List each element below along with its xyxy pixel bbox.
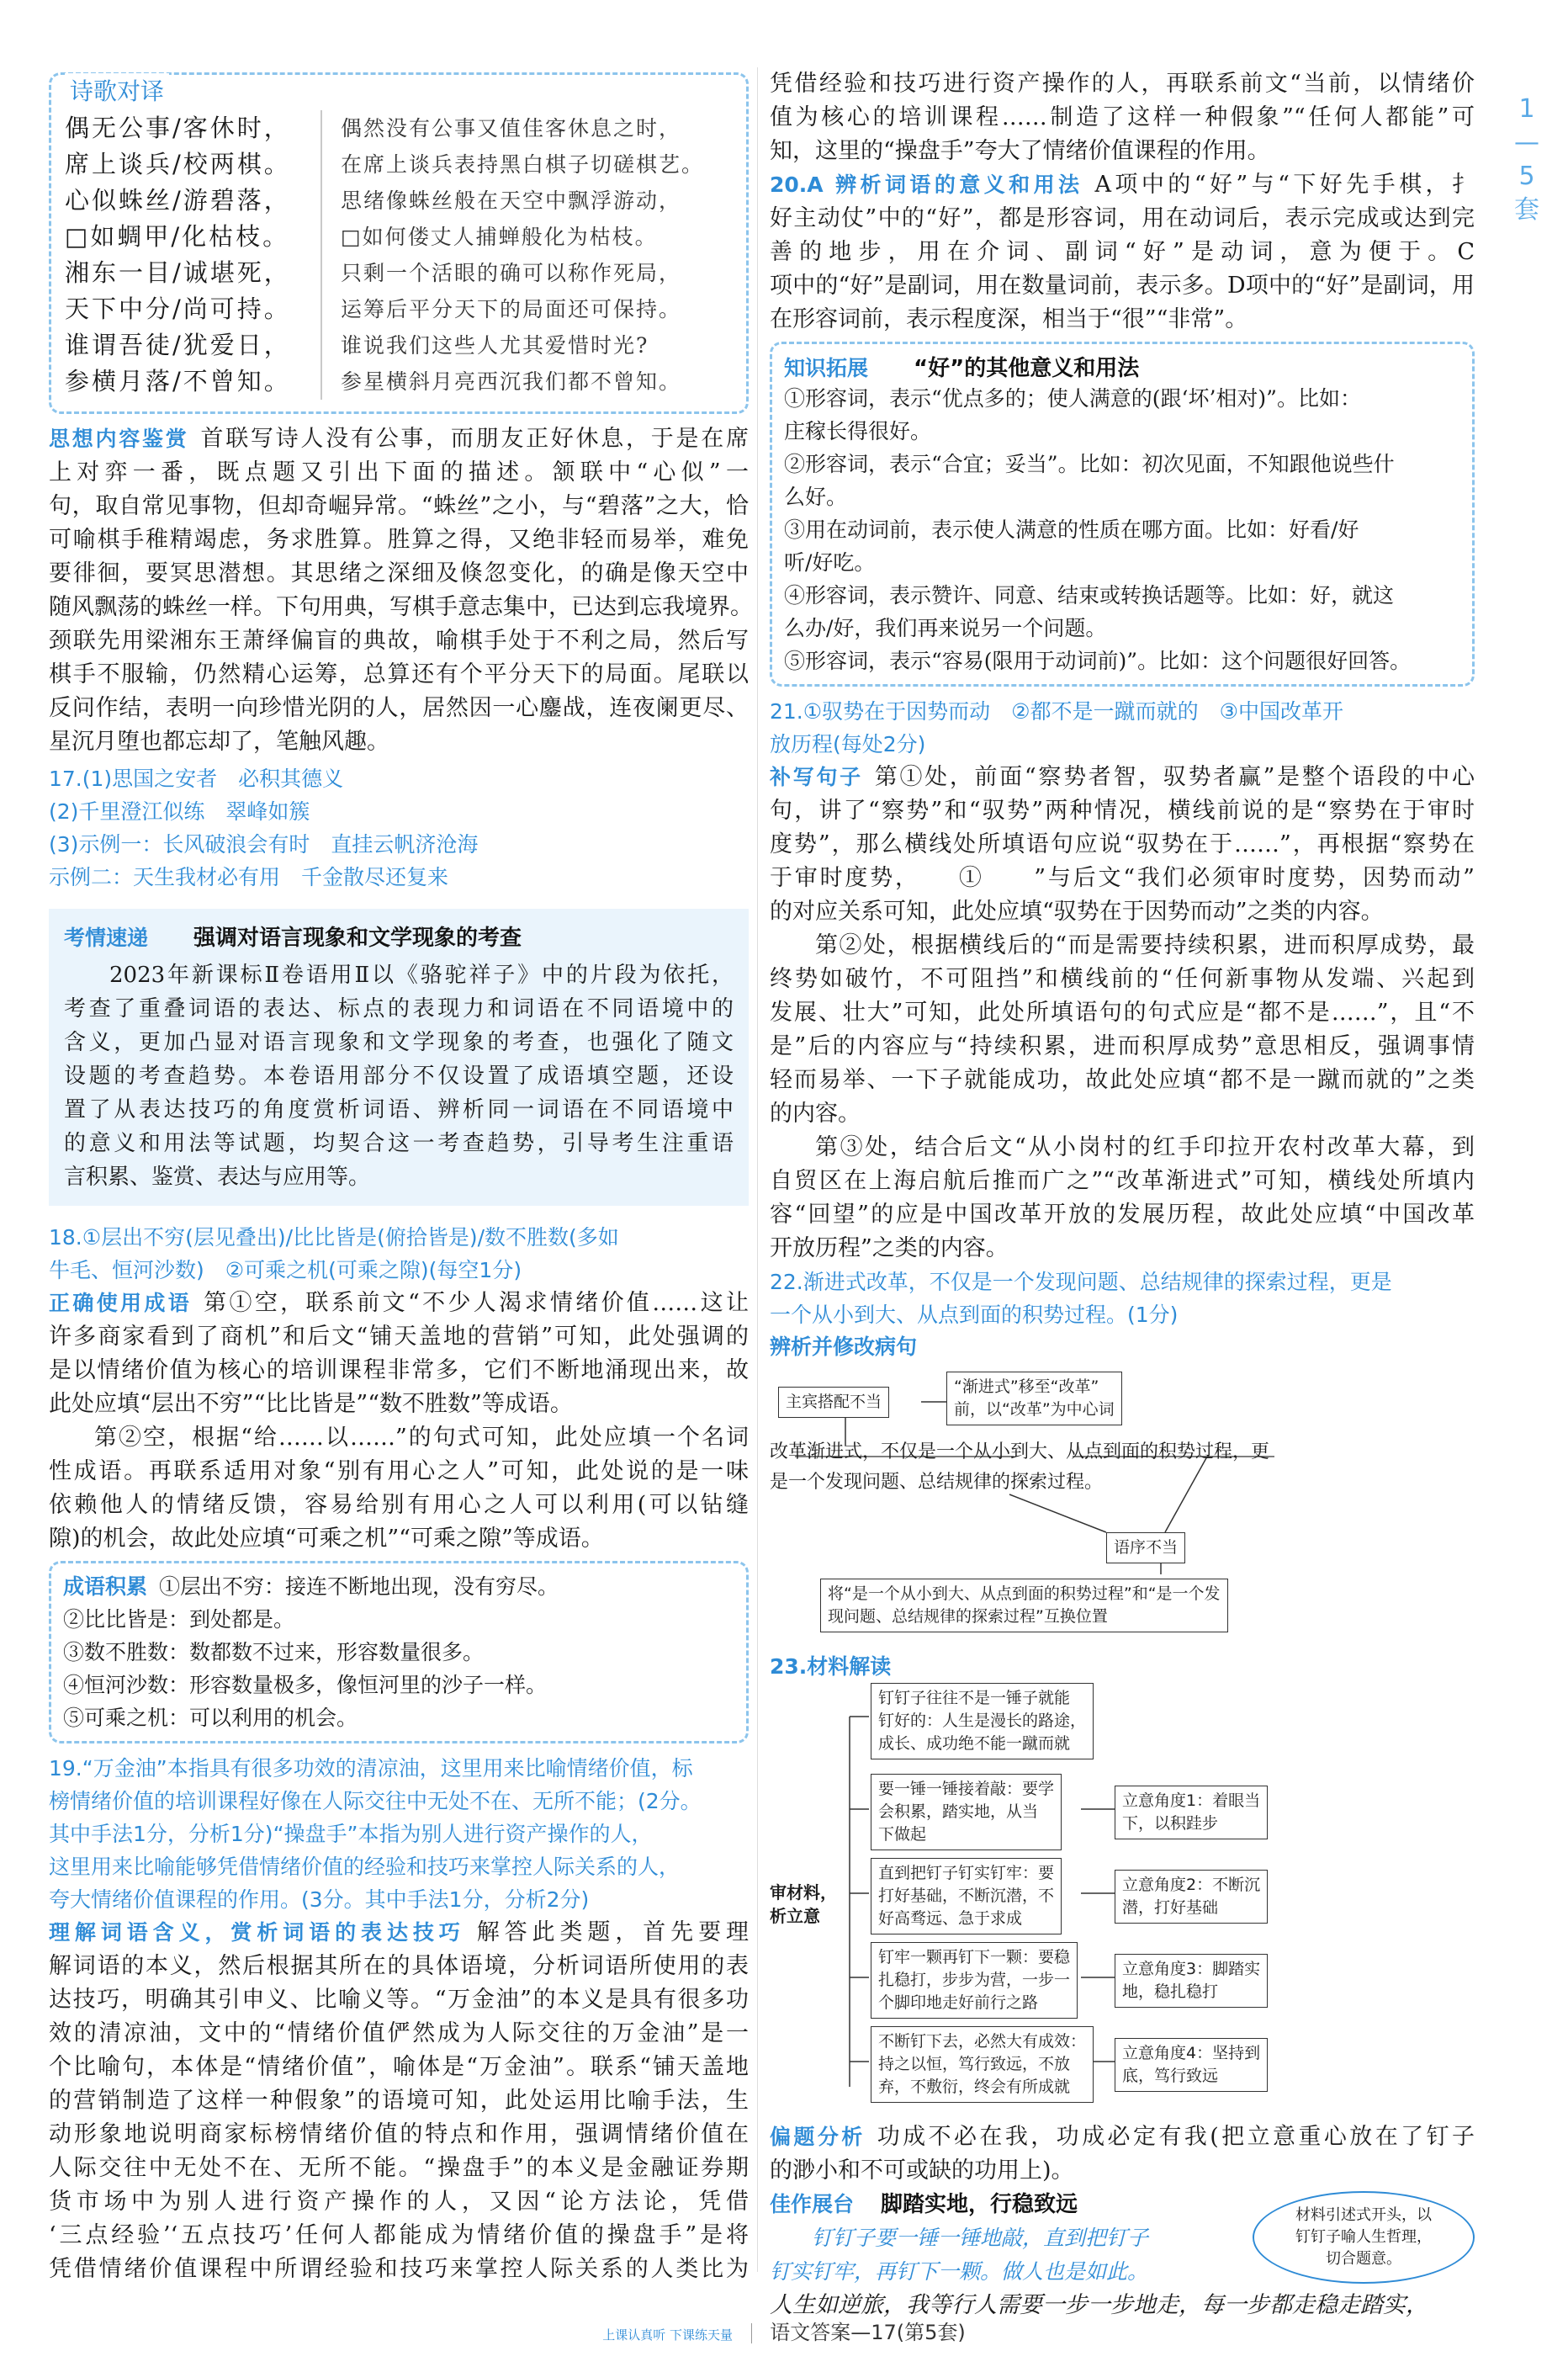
text-line: 善的地步，用在介词、副词“好”是动词，意为便于。C bbox=[770, 239, 1475, 265]
material-line: 持之以恒，笃行致远，不放 bbox=[878, 2055, 1071, 2073]
q22-tag: 辨析并修改病句 bbox=[770, 1335, 918, 1359]
text-line: 反问作结，表明一向珍惜光阴的人，居然因一心鏖战，连夜阑更尽、 bbox=[49, 695, 749, 721]
answer-line: 其中手法1分，分析1分)“操盘手”本指为别人进行资产操作的人， bbox=[49, 1822, 653, 1846]
answer-line: 17.(1)思国之安者 必积其德义 bbox=[49, 767, 344, 791]
text-line: 考查了重叠词语的表达、标点的表现力和词语在不同语境中的 bbox=[64, 996, 734, 1022]
knowledge-tag: 知识拓展 bbox=[784, 356, 869, 380]
bias-section bbox=[770, 2120, 1475, 2188]
text-line: 句，讲了“察势”和“驭势”两种情况，横线前说的是“察势在于审时 bbox=[770, 798, 1475, 824]
translation-line: 参星横斜月亮西沉我们都不曾知。 bbox=[341, 369, 682, 394]
bubble-line: 切合题意。 bbox=[1326, 2250, 1401, 2268]
text-line: 发展、壮大”可知，此处所填语句的句式应是“都不是……”，且“不 bbox=[770, 1000, 1475, 1026]
material-label-line: 审材料， bbox=[770, 1882, 837, 1903]
angle-line: 立意角度1：着眼当 bbox=[1122, 1791, 1261, 1810]
text-line: 开放历程”之类的内容。 bbox=[770, 1235, 1009, 1261]
material-label-line: 析立意 bbox=[770, 1906, 820, 1926]
text-line: 动形象地说明商家标榜情绪价值的特点和作用，强调情绪价值在 bbox=[49, 2121, 749, 2147]
text-line: 么办/好，我们再来说另一个问题。 bbox=[784, 616, 1107, 640]
text-line: 好主动仗”中的“好”，都是形容词，用在动词后，表示完成或达到完 bbox=[770, 205, 1475, 231]
angle-box bbox=[1115, 2038, 1268, 2092]
set-tab-char: 5 bbox=[1518, 162, 1535, 191]
poem-translation-box bbox=[49, 72, 749, 414]
text-line: 许多商家看到了商机”和后文“铺天盖地的营销”可知，此处强调的 bbox=[49, 1324, 749, 1350]
text-line: ④形容词，表示赞许、同意、结束或转换话题等。比如：好，就这 bbox=[784, 583, 1395, 608]
left-column bbox=[49, 67, 753, 2286]
q20-tag: 辨析词语的意义和用法 bbox=[831, 172, 1083, 197]
translation-line: □如何偻丈人捕蝉般化为枯枝。 bbox=[341, 225, 658, 249]
material-line: 不断钉下去，必然大有成效： bbox=[878, 2032, 1087, 2051]
q17-answer bbox=[49, 762, 749, 894]
material-line: 下做起 bbox=[878, 1825, 927, 1844]
idiom-tag: 成语积累 bbox=[63, 1574, 148, 1599]
material-point-box bbox=[871, 2026, 1094, 2103]
text-line: 达技巧，明确其引申义、比喻义等。“万金油”的本义是具有很多功 bbox=[49, 1987, 749, 2013]
text-line: 庄稼长得很好。 bbox=[784, 419, 932, 443]
text-line: 解答此类题，首先要理 bbox=[476, 1919, 749, 1945]
footer-page-label: 语文答案—17(第5套) bbox=[770, 2321, 966, 2344]
text-line: 随风飘荡的蛛丝一样。下句用典，写棋手意志集中，已达到忘我境界。 bbox=[49, 594, 753, 620]
q23-section bbox=[770, 1651, 1475, 2120]
translation-line: 思绪像蛛丝般在天空中飘浮游动， bbox=[341, 188, 682, 213]
text-line: 可喻棋手稚精竭虑，务求胜算。胜算之得，又绝非轻而易举，难免 bbox=[49, 527, 749, 553]
angle-box bbox=[1115, 1870, 1268, 1924]
quote-line: 钉实钉牢，再钉下一颗。做人也是如此。 bbox=[770, 2259, 1149, 2284]
text-line: 于审时度势， ① ”与后文“我们必须审时度势，因势而动” bbox=[770, 865, 1475, 891]
idiom-box bbox=[49, 1561, 749, 1743]
answer-line: 21.①驭势在于因势而动 ②都不是一蹴而就的 ③中国改革开 bbox=[770, 699, 1343, 724]
text-line: 是以情绪价值为核心的培训课程非常多，它们不断地涌现出来，故 bbox=[49, 1357, 749, 1383]
text-line: ②形容词，表示“合宜；妥当”。比如：初次见面，不知跟他说些什 bbox=[784, 452, 1395, 476]
diagram-line: 现问题、总结规律的探索过程”互换位置 bbox=[828, 1607, 1108, 1626]
diagram-sentence-line: 是一个发现问题、总结规律的探索过程。 bbox=[770, 1472, 1104, 1493]
q18-section bbox=[49, 1221, 749, 1556]
text-line: 么好。 bbox=[784, 485, 848, 509]
knowledge-box bbox=[770, 342, 1475, 687]
text-line: 凭借情绪价值课程中所谓经验和技巧来掌控人际关系的人类比为 bbox=[49, 2256, 749, 2282]
text-line: 棋手不服输，仍然精心运筹，总算还有个平分天下的局面。尾联以 bbox=[49, 661, 749, 687]
showcase-tag: 佳作展台 bbox=[770, 2192, 855, 2216]
text-line: 第①处，前面“察势者智，驭势者赢”是整个语段的中心 bbox=[874, 764, 1475, 790]
text-line: A项中的“好”与“下好先手棋，扌 bbox=[1094, 172, 1475, 198]
angle-line: 潜，打好基础 bbox=[1122, 1898, 1219, 1917]
text-line: 的营销制造了这样一种假象”的语境可知，此处运用比喻手法，生 bbox=[49, 2088, 749, 2114]
poem-table bbox=[65, 110, 733, 400]
poem-line: 谁谓吾徒/犹爱日， bbox=[65, 331, 291, 359]
angle-line: 下，以积跬步 bbox=[1122, 1814, 1219, 1833]
text-line: 性成语。再联系适用对象“别有用心之人”可知，此处说的是一味 bbox=[49, 1458, 749, 1484]
footer-logo: 上课认真听 下课练天量 bbox=[602, 2327, 733, 2343]
material-center-label bbox=[770, 1881, 837, 1928]
angle-box bbox=[1115, 1786, 1268, 1839]
diagram-box-order: 语序不当 bbox=[1106, 1532, 1185, 1563]
translation-line: 只剩一个活眼的确可以称作死局， bbox=[341, 261, 682, 285]
text-line: ②比比皆是：到处都是。 bbox=[63, 1607, 295, 1632]
text-line: 自贸区在上海启航后推而广之”“改革渐进式”可知，横线处所填内 bbox=[770, 1168, 1475, 1194]
text-line: 解词语的本义，然后根据其所在的具体语境，分析词语所使用的表 bbox=[49, 1953, 749, 1979]
text-line: 效的清凉油，文中的“情绪价值俨然成为人际交往的万金油”是一 bbox=[49, 2020, 749, 2046]
text-line: 隙)的机会，故此处应填“可乘之机”“可乘之隙”等成语。 bbox=[49, 1526, 604, 1552]
poem-line: 偶无公事/客休时， bbox=[65, 114, 291, 142]
translation-line: 运筹后平分天下的局面还可保持。 bbox=[341, 297, 682, 321]
q22-section bbox=[770, 1266, 1475, 1646]
material-line: 会积累，踏实地，从当 bbox=[878, 1802, 1039, 1821]
text-line: 的内容。 bbox=[770, 1101, 861, 1127]
text-line: ③数不胜数：数都数不过来，形容数量很多。 bbox=[63, 1640, 485, 1664]
angle-line: 立意角度4：坚持到 bbox=[1122, 2044, 1261, 2062]
comment-bubble bbox=[1253, 2191, 1475, 2284]
sentence-diagram bbox=[770, 1368, 1475, 1646]
text-line: 2023年新课标Ⅱ卷语用Ⅱ以《骆驼祥子》中的片段为依托， bbox=[109, 963, 734, 988]
set-tab-char: 套 bbox=[1514, 195, 1539, 225]
q19-section bbox=[49, 1752, 749, 2286]
q19-tag: 理解词语含义，赏析词语的表达技巧 bbox=[49, 1920, 465, 1945]
text-line: 上对弈一番，既点题又引出下面的描述。颔联中“心似”一 bbox=[49, 459, 749, 486]
answer-line: 牛毛、恒河沙数) ②可乘之机(可乘之隙)(每空1分) bbox=[49, 1258, 522, 1282]
answer-line: 这里用来比喻能够凭借情绪价值的经验和技巧来掌控人际关系的人， bbox=[49, 1855, 681, 1879]
q18-tag: 正确使用成语 bbox=[49, 1291, 193, 1315]
answer-line: 22.渐进式改革，不仅是一个发现问题、总结规律的探索过程，更是 bbox=[770, 1270, 1392, 1294]
text-line: 含义，更加凸显对语言现象和文学现象的考查，也强化了随文 bbox=[64, 1030, 734, 1055]
text-line: 星沉月堕也都忘却了，笔触风趣。 bbox=[49, 729, 389, 755]
text-line: 第③处，结合后文“从小岗村的红手印拉开农村改革大幕，到 bbox=[815, 1134, 1475, 1160]
material-line: 弃，不敷衍，终会有所成就 bbox=[878, 2078, 1071, 2096]
answer-line: 18.①层出不穷(层见叠出)/比比皆是(俯拾皆是)/数不胜数(多如 bbox=[49, 1225, 619, 1250]
text-line: 的意义和用法等试题，均契合这一考查趋势，引导考生注重语 bbox=[64, 1131, 734, 1156]
poem-translation bbox=[322, 110, 733, 400]
material-line: 要一锤一锤接着敲：要学 bbox=[878, 1780, 1055, 1798]
text-line: ‘三点经验’‘五点技巧’任何人都能成为情绪价值的操盘手”是将 bbox=[49, 2222, 749, 2248]
diagram-line: 前，以“改革”为中心词 bbox=[954, 1400, 1115, 1419]
appreciation-tag: 思想内容鉴赏 bbox=[49, 427, 189, 451]
text-line: 此处应填“层出不穷”“比比皆是”“数不胜数”等成语。 bbox=[49, 1391, 573, 1417]
text-line: 的渺小和不可或缺的功用上)。 bbox=[770, 2157, 1074, 2184]
text-line: 知，这里的“操盘手”夸大了情绪价值课程的作用。 bbox=[770, 138, 1270, 164]
poem-line: □如蜩甲/化枯枝。 bbox=[65, 222, 290, 251]
set-tab-char: — bbox=[1514, 128, 1539, 157]
text-line: 言积累、鉴赏、表达与应用等。 bbox=[64, 1165, 371, 1190]
angle-line: 地，稳扎稳打 bbox=[1122, 1982, 1219, 2001]
q23-head: 23.材料解读 bbox=[770, 1654, 892, 1679]
text-line: 度势”，那么横线处所填语句应说“驭势在于……”，再根据“察势在 bbox=[770, 831, 1475, 857]
text-line: 依赖他人的情绪反馈，容易给别有用心之人可以利用(可以钻缝 bbox=[49, 1492, 749, 1518]
diagram-sentence-line: 改革渐进式，不仅是一个从小到大、从点到面的积势过程，更 bbox=[770, 1441, 1270, 1462]
q20-head: 20.A bbox=[770, 172, 824, 197]
angle-line: 立意角度3：脚踏实 bbox=[1122, 1960, 1261, 1978]
diagram-line: “渐进式”移至“改革” bbox=[954, 1377, 1099, 1396]
q20-section bbox=[770, 168, 1475, 337]
material-line: 钉牢一颗再钉下一颗：要稳 bbox=[878, 1948, 1071, 1966]
text-line: 置了从表达技巧的角度赏析词语、辨析同一词语在不同语境中 bbox=[64, 1097, 734, 1122]
text-line: ③用在动词前，表示使人满意的性质在哪方面。比如：好看/好 bbox=[784, 517, 1359, 542]
material-line: 钉钉子往往不是一锤子就能 bbox=[878, 1689, 1071, 1707]
text-line: 在形容词前，表示程度深，相当于“很”“非常”。 bbox=[770, 306, 1248, 332]
set-tab bbox=[1497, 93, 1556, 227]
text-line: 人际交往中无处不在、无所不能。“操盘手”的本义是金融证券期 bbox=[49, 2155, 749, 2181]
angle-line: 底，笃行致远 bbox=[1122, 2067, 1219, 2085]
material-diagram bbox=[770, 1683, 1475, 2120]
material-line: 扎稳打，步步为营，一步一 bbox=[878, 1971, 1071, 1989]
set-tab-char: 1 bbox=[1518, 94, 1535, 124]
answer-line: (2)千里澄江似练 翠峰如簇 bbox=[49, 799, 310, 824]
material-line: 个脚印地走好前行之路 bbox=[878, 1993, 1039, 2012]
text-line: 第②空，根据“给……以……”的句式可知，此处应填一个名词 bbox=[94, 1425, 749, 1451]
material-top-box bbox=[871, 1683, 1094, 1759]
text-line: ⑤可乘之机：可以利用的机会。 bbox=[63, 1706, 358, 1730]
text-line: 设题的考查趋势。本卷语用部分不仅设置了成语填空题，还设 bbox=[64, 1064, 734, 1089]
exam-trend-tag: 考情速递 bbox=[64, 926, 149, 950]
q21-tag: 补写句子 bbox=[770, 765, 863, 789]
poem-line: 天下中分/尚可持。 bbox=[65, 295, 291, 323]
material-point-box bbox=[871, 1942, 1078, 2019]
appreciation-section bbox=[49, 422, 753, 759]
text-line: 句，取自常见事物，但却奇崛异常。“蛛丝”之小，与“碧落”之大，恰 bbox=[49, 493, 749, 519]
exam-trend-box bbox=[49, 909, 749, 1206]
bubble-line: 钉钉子喻人生哲理， bbox=[1295, 2228, 1432, 2246]
bias-tag: 偏题分析 bbox=[770, 2125, 866, 2149]
text-line: 第①空，联系前文“不少人渴求情绪价值……这让 bbox=[204, 1290, 749, 1316]
text-line: 要徘徊，要冥思潜想。其思绪之深细及倏忽变化，的确是像天空中 bbox=[49, 560, 749, 586]
material-line: 好高骛远、急于求成 bbox=[878, 1909, 1023, 1928]
answer-line: 示例二：天生我材必有用 千金散尽还复来 bbox=[49, 865, 449, 889]
text-line: 是”后的内容应与“持续积累，进而积厚成势”意思相反，强调事情 bbox=[770, 1033, 1475, 1059]
footer-divider bbox=[751, 2323, 752, 2343]
diagram-box-swap bbox=[820, 1579, 1228, 1632]
text-line: ①形容词，表示“优点多的；使人满意的(跟‘坏’相对)”。比如： bbox=[784, 386, 1361, 411]
translation-line: 谁说我们这些人尤其爱惜时光? bbox=[341, 333, 649, 358]
text-line: 功成不必在我，功成必定有我(把立意重心放在了钉子 bbox=[877, 2124, 1475, 2150]
text-line: 听/好吃。 bbox=[784, 550, 876, 575]
poem-line: 湘东一目/诚堪死， bbox=[65, 258, 291, 287]
answer-line: (3)示例一：长风破浪会有时 直挂云帆济沧海 bbox=[49, 832, 479, 857]
material-point-box bbox=[871, 1774, 1062, 1850]
poem-section-title: 诗歌对译 bbox=[65, 73, 169, 107]
diagram-sentence bbox=[770, 1437, 1269, 1498]
text-line: 首联写诗人没有公事，而朋友正好休息，于是在席 bbox=[200, 426, 749, 452]
material-line: 直到把钉子钉实钉牢：要 bbox=[878, 1864, 1055, 1882]
text-line: 凭借经验和技巧进行资产操作的人，再联系前文“当前，以情绪价 bbox=[770, 71, 1475, 97]
text-line: 容“回望”的应是中国改革开放的发展历程，故此处应填“中国改革 bbox=[770, 1202, 1475, 1228]
material-line: 成长、成功绝不能一蹴而就 bbox=[878, 1734, 1071, 1753]
right-column bbox=[770, 67, 1475, 2322]
exam-trend-title: 强调对语言现象和文学现象的考查 bbox=[193, 926, 522, 951]
answer-line: 榜情绪价值的培训课程好像在人际交往中无处不在、无所不能；(2分。 bbox=[49, 1789, 702, 1813]
text-line: ①层出不穷：接连不断地出现，没有穷尽。 bbox=[159, 1574, 559, 1599]
text-line: 的对应关系可知，此处应填“驭势在于因势而动”之类的内容。 bbox=[770, 899, 1384, 925]
answer-line: 放历程(每处2分) bbox=[770, 732, 926, 756]
bubble-line: 材料引述式开头，以 bbox=[1295, 2206, 1432, 2224]
quote-line: 钉钉子要一锤一锤地敲，直到把钉子 bbox=[812, 2226, 1149, 2250]
text-line: 轻而易举、一下子就能成功，故此处应填“都不是一蹴而就的”之类 bbox=[770, 1067, 1475, 1093]
page-footer bbox=[0, 2316, 1568, 2345]
diagram-line: 将“是一个从小到大、从点到面的积势过程”和“是一个发 bbox=[828, 1584, 1221, 1603]
text-line: ④恒河沙数：形容数量极多，像恒河里的沙子一样。 bbox=[63, 1673, 548, 1697]
knowledge-title: “好”的其他意义和用法 bbox=[914, 356, 1140, 381]
material-line: 打好基础，不断沉潜，不 bbox=[878, 1887, 1055, 1905]
angle-line: 立意角度2：不断沉 bbox=[1122, 1876, 1261, 1894]
showcase-title: 脚踏实地，行稳致远 bbox=[881, 2192, 1078, 2217]
poem-line: 席上谈兵/校两棋。 bbox=[65, 150, 291, 178]
material-point-box bbox=[871, 1858, 1062, 1934]
column-divider bbox=[757, 67, 758, 2272]
text-line: 个比喻句，本体是“情绪价值”，喻体是“万金油”。联系“铺天盖地 bbox=[49, 2054, 749, 2080]
answer-line: 夸大情绪价值课程的作用。(3分。其中手法1分，分析2分) bbox=[49, 1887, 590, 1912]
text-line: 人生如逆旅，我等行人需要一步一步地走，每一步都走稳走踏实， bbox=[770, 2292, 1428, 2318]
showcase-section bbox=[770, 2188, 1475, 2322]
poem-original bbox=[65, 110, 322, 400]
diagram-box-fix-text bbox=[946, 1372, 1122, 1425]
text-line: 值为核心的培训课程……制造了这样一种假象”“任何人都能”可 bbox=[770, 104, 1475, 130]
answer-line: 19.“万金油”本指具有很多功效的清凉油，这里用来比喻情绪价值，标 bbox=[49, 1756, 693, 1781]
text-line: ⑤形容词，表示“容易(限用于动词前)”。比如：这个问题很好回答。 bbox=[784, 649, 1412, 673]
translation-line: 在席上谈兵表持黑白棋子切磋棋艺。 bbox=[341, 152, 705, 177]
material-line: 钉好的：人生是漫长的路途， bbox=[878, 1712, 1087, 1730]
text-line: 第②处，根据横线后的“而是需要持续积累，进而积厚成势，最 bbox=[815, 932, 1475, 958]
poem-line: 参横月落/不曾知。 bbox=[65, 367, 291, 395]
text-line: 终势如破竹，不可阻挡”和横线前的“任何新事物从发端、兴起到 bbox=[770, 966, 1475, 992]
text-line: 货市场中为别人进行资产操作的人，又因“论方法论，凭借 bbox=[49, 2189, 749, 2215]
text-line: 颈联先用梁湘东王萧绎偏盲的典故，喻棋手处于不利之局，然后写 bbox=[49, 628, 749, 654]
diagram-box-subject: 主宾搭配不当 bbox=[778, 1387, 889, 1418]
poem-line: 心似蛛丝/游碧落， bbox=[65, 186, 291, 215]
answer-line: 一个从小到大、从点到面的积势过程。(1分) bbox=[770, 1303, 1179, 1327]
angle-box bbox=[1115, 1954, 1268, 2008]
translation-line: 偶然没有公事又值佳客休息之时， bbox=[341, 116, 682, 141]
q21-section bbox=[770, 695, 1475, 1266]
text-line: 项中的“好”是副词，用在数量词前，表示多。D项中的“好”是副词，用 bbox=[770, 273, 1475, 299]
